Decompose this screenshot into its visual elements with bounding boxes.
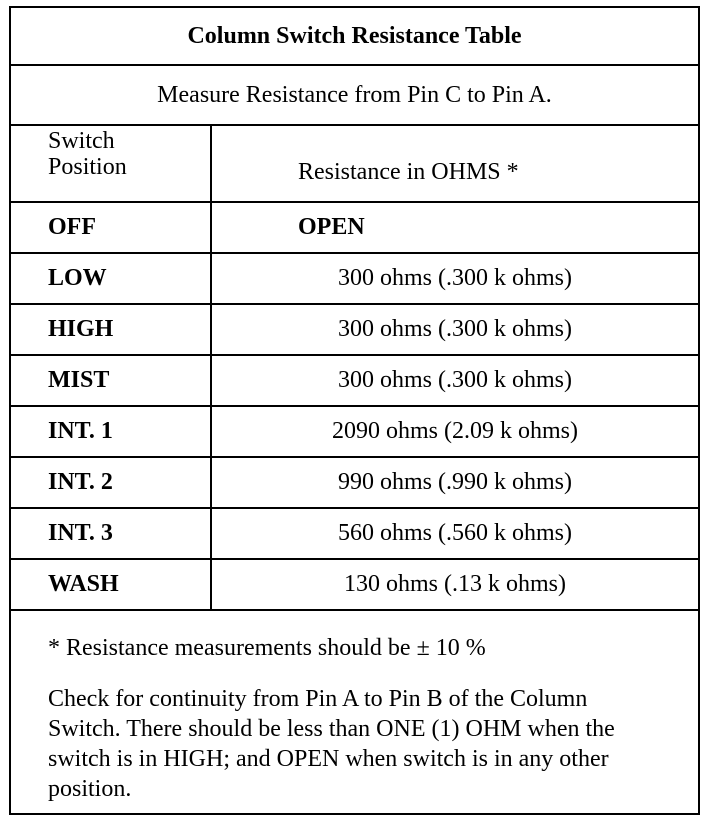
header-switch-position-line2: Position — [48, 154, 127, 180]
switch-position-cell: HIGH — [11, 304, 211, 355]
resistance-cell: 300 ohms (.300 k ohms) — [211, 253, 698, 304]
tolerance-note: * Resistance measurements should be ± 10 % — [48, 635, 486, 661]
table-row — [11, 355, 698, 406]
switch-position-cell: INT. 3 — [11, 508, 211, 559]
resistance-cell: 560 ohms (.560 k ohms) — [211, 508, 698, 559]
switch-position-cell: INT. 1 — [11, 406, 211, 457]
resistance-cell: 990 ohms (.990 k ohms) — [211, 457, 698, 508]
switch-position-cell: OFF — [11, 202, 211, 253]
table-row — [11, 406, 698, 457]
table-title: Column Switch Resistance Table — [11, 8, 698, 66]
resistance-table-document — [9, 6, 700, 815]
notes-section — [11, 608, 698, 804]
table-row — [11, 304, 698, 355]
table-row — [11, 202, 698, 253]
resistance-cell: OPEN — [211, 202, 698, 253]
resistance-table — [11, 126, 698, 611]
resistance-cell: 130 ohms (.13 k ohms) — [211, 559, 698, 610]
switch-position-cell: MIST — [11, 355, 211, 406]
table-row — [11, 559, 698, 610]
header-switch-position — [11, 126, 211, 202]
header-resistance: Resistance in OHMS * — [211, 126, 698, 202]
resistance-cell: 2090 ohms (2.09 k ohms) — [211, 406, 698, 457]
resistance-cell: 300 ohms (.300 k ohms) — [211, 355, 698, 406]
switch-position-cell: INT. 2 — [11, 457, 211, 508]
table-row — [11, 457, 698, 508]
switch-position-cell: LOW — [11, 253, 211, 304]
switch-position-cell: WASH — [11, 559, 211, 610]
header-switch-position-line1: Switch — [48, 128, 115, 154]
table-row — [11, 253, 698, 304]
table-header-row — [11, 126, 698, 202]
continuity-note: Check for continuity from Pin A to Pin B of the Column Switch. There should be less than ONE (1) OHM when the switch is in HIGH; and OPEN when switch is in any other position. — [48, 686, 615, 802]
table-subtitle: Measure Resistance from Pin C to Pin A. — [11, 66, 698, 126]
resistance-cell: 300 ohms (.300 k ohms) — [211, 304, 698, 355]
table-row — [11, 508, 698, 559]
